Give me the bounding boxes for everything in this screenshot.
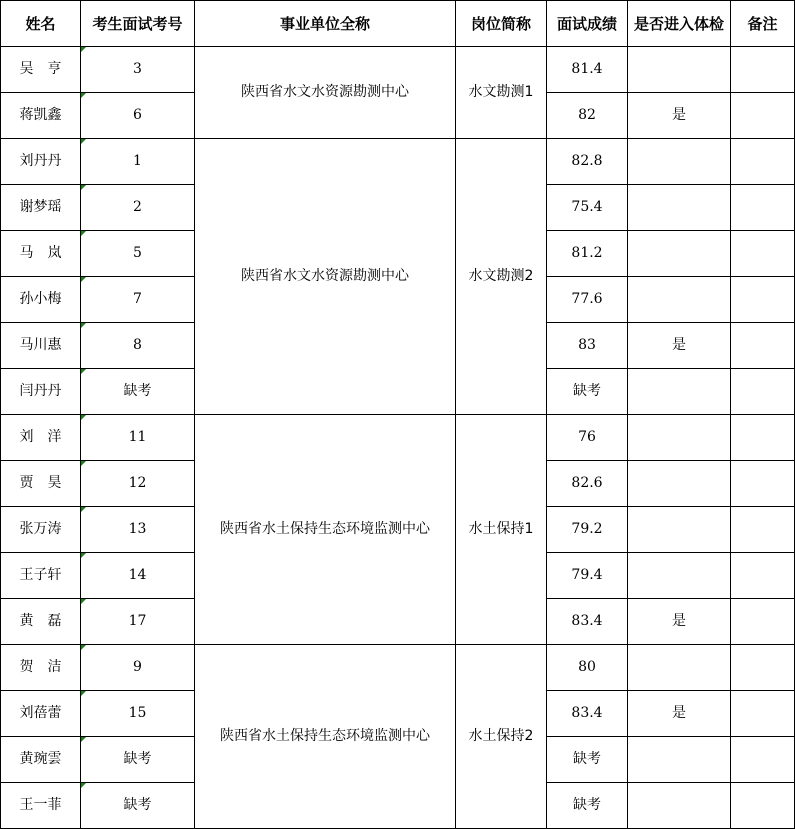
- exam-id-text: 3: [133, 61, 142, 77]
- header-name: 姓名: [1, 1, 81, 47]
- cell-score: 83: [547, 323, 628, 369]
- cell-post: 水文勘测2: [456, 139, 547, 415]
- header-score: 面试成绩: [547, 1, 628, 47]
- table-header: [1, 1, 795, 47]
- cell-exam-id: [81, 47, 195, 93]
- cell-name: 孙小梅: [1, 277, 81, 323]
- cell-name: 马川惠: [1, 323, 81, 369]
- cell-remark: [731, 553, 795, 599]
- cell-name: 谢梦瑶: [1, 185, 81, 231]
- cell-unit: 陕西省水土保持生态环境监测中心: [195, 415, 456, 645]
- cell-score: 80: [547, 645, 628, 691]
- cell-name: 王一菲: [1, 783, 81, 829]
- cell-exam-id: [81, 415, 195, 461]
- exam-id-text: 1: [133, 153, 142, 169]
- green-corner-marker: [81, 415, 86, 420]
- cell-exam-id: [81, 599, 195, 645]
- table-body: [1, 47, 795, 829]
- cell-unit: 陕西省水文水资源勘测中心: [195, 47, 456, 139]
- exam-id-text: 9: [133, 659, 142, 675]
- cell-exam-id: [81, 369, 195, 415]
- exam-id-text: 11: [128, 429, 147, 445]
- cell-physical-exam: [628, 461, 731, 507]
- cell-physical-exam: [628, 507, 731, 553]
- green-corner-marker: [81, 645, 86, 650]
- cell-name: 贾 昊: [1, 461, 81, 507]
- cell-name: 贺 洁: [1, 645, 81, 691]
- cell-score: 82.8: [547, 139, 628, 185]
- cell-name: 闫丹丹: [1, 369, 81, 415]
- cell-name: 马 岚: [1, 231, 81, 277]
- cell-unit: 陕西省水文水资源勘测中心: [195, 139, 456, 415]
- cell-remark: [731, 369, 795, 415]
- cell-remark: [731, 599, 795, 645]
- cell-exam-id: [81, 461, 195, 507]
- header-unit: 事业单位全称: [195, 1, 456, 47]
- cell-remark: [731, 47, 795, 93]
- green-corner-marker: [81, 737, 86, 742]
- exam-id-text: 13: [128, 521, 147, 537]
- cell-remark: [731, 139, 795, 185]
- header-exam-id: 考生面试考号: [81, 1, 195, 47]
- cell-remark: [731, 185, 795, 231]
- cell-physical-exam: [628, 231, 731, 277]
- cell-remark: [731, 323, 795, 369]
- green-corner-marker: [81, 323, 86, 328]
- cell-remark: [731, 277, 795, 323]
- green-corner-marker: [81, 139, 86, 144]
- table-row: [1, 645, 795, 691]
- cell-remark: [731, 783, 795, 829]
- cell-score: 82.6: [547, 461, 628, 507]
- cell-score: 缺考: [547, 783, 628, 829]
- exam-id-text: 14: [128, 567, 147, 583]
- cell-physical-exam: [628, 47, 731, 93]
- cell-post: 水文勘测1: [456, 47, 547, 139]
- cell-post: 水土保持2: [456, 645, 547, 829]
- cell-exam-id: [81, 737, 195, 783]
- cell-score: 81.4: [547, 47, 628, 93]
- header-remark: 备注: [731, 1, 795, 47]
- cell-score: 81.2: [547, 231, 628, 277]
- exam-id-text: 缺考: [123, 797, 152, 813]
- table-row: [1, 47, 795, 93]
- cell-exam-id: [81, 323, 195, 369]
- cell-name: 蒋凯鑫: [1, 93, 81, 139]
- green-corner-marker: [81, 47, 86, 52]
- cell-physical-exam: 是: [628, 599, 731, 645]
- cell-physical-exam: [628, 277, 731, 323]
- green-corner-marker: [81, 231, 86, 236]
- cell-exam-id: [81, 185, 195, 231]
- table-row: [1, 415, 795, 461]
- cell-physical-exam: [628, 185, 731, 231]
- cell-exam-id: [81, 645, 195, 691]
- exam-id-text: 7: [133, 291, 142, 307]
- cell-remark: [731, 691, 795, 737]
- green-corner-marker: [81, 93, 86, 98]
- cell-physical-exam: 是: [628, 93, 731, 139]
- cell-exam-id: [81, 231, 195, 277]
- exam-id-text: 17: [128, 613, 147, 629]
- cell-score: 83.4: [547, 691, 628, 737]
- cell-physical-exam: [628, 369, 731, 415]
- cell-physical-exam: [628, 737, 731, 783]
- cell-exam-id: [81, 507, 195, 553]
- cell-physical-exam: [628, 645, 731, 691]
- cell-score: 77.6: [547, 277, 628, 323]
- cell-score: 79.4: [547, 553, 628, 599]
- green-corner-marker: [81, 691, 86, 696]
- header-row: [1, 1, 795, 47]
- cell-remark: [731, 93, 795, 139]
- cell-score: 缺考: [547, 369, 628, 415]
- cell-remark: [731, 507, 795, 553]
- cell-remark: [731, 737, 795, 783]
- exam-id-text: 缺考: [123, 751, 152, 767]
- green-corner-marker: [81, 599, 86, 604]
- green-corner-marker: [81, 783, 86, 788]
- cell-remark: [731, 231, 795, 277]
- exam-id-text: 2: [133, 199, 142, 215]
- header-post: 岗位简称: [456, 1, 547, 47]
- cell-exam-id: [81, 93, 195, 139]
- green-corner-marker: [81, 461, 86, 466]
- green-corner-marker: [81, 507, 86, 512]
- cell-name: 黄琬雲: [1, 737, 81, 783]
- cell-remark: [731, 415, 795, 461]
- cell-score: 75.4: [547, 185, 628, 231]
- exam-id-text: 5: [133, 245, 142, 261]
- cell-exam-id: [81, 553, 195, 599]
- cell-physical-exam: [628, 553, 731, 599]
- table-row: [1, 139, 795, 185]
- green-corner-marker: [81, 185, 86, 190]
- cell-exam-id: [81, 691, 195, 737]
- cell-exam-id: [81, 277, 195, 323]
- exam-id-text: 12: [128, 475, 147, 491]
- cell-score: 缺考: [547, 737, 628, 783]
- green-corner-marker: [81, 277, 86, 282]
- cell-name: 刘 洋: [1, 415, 81, 461]
- cell-score: 82: [547, 93, 628, 139]
- cell-score: 79.2: [547, 507, 628, 553]
- cell-name: 吴 亨: [1, 47, 81, 93]
- cell-name: 王子轩: [1, 553, 81, 599]
- cell-exam-id: [81, 783, 195, 829]
- cell-name: 刘蓓蕾: [1, 691, 81, 737]
- cell-name: 黄 磊: [1, 599, 81, 645]
- cell-remark: [731, 645, 795, 691]
- green-corner-marker: [81, 369, 86, 374]
- cell-unit: 陕西省水土保持生态环境监测中心: [195, 645, 456, 829]
- cell-physical-exam: [628, 783, 731, 829]
- cell-score: 76: [547, 415, 628, 461]
- cell-remark: [731, 461, 795, 507]
- cell-exam-id: [81, 139, 195, 185]
- cell-physical-exam: 是: [628, 323, 731, 369]
- cell-post: 水土保持1: [456, 415, 547, 645]
- exam-id-text: 15: [128, 705, 147, 721]
- cell-physical-exam: [628, 139, 731, 185]
- cell-name: 张万涛: [1, 507, 81, 553]
- exam-id-text: 6: [133, 107, 142, 123]
- cell-score: 83.4: [547, 599, 628, 645]
- cell-physical-exam: [628, 415, 731, 461]
- green-corner-marker: [81, 553, 86, 558]
- header-physical-exam: 是否进入体检: [628, 1, 731, 47]
- exam-id-text: 8: [133, 337, 142, 353]
- cell-physical-exam: 是: [628, 691, 731, 737]
- cell-name: 刘丹丹: [1, 139, 81, 185]
- exam-id-text: 缺考: [123, 383, 152, 399]
